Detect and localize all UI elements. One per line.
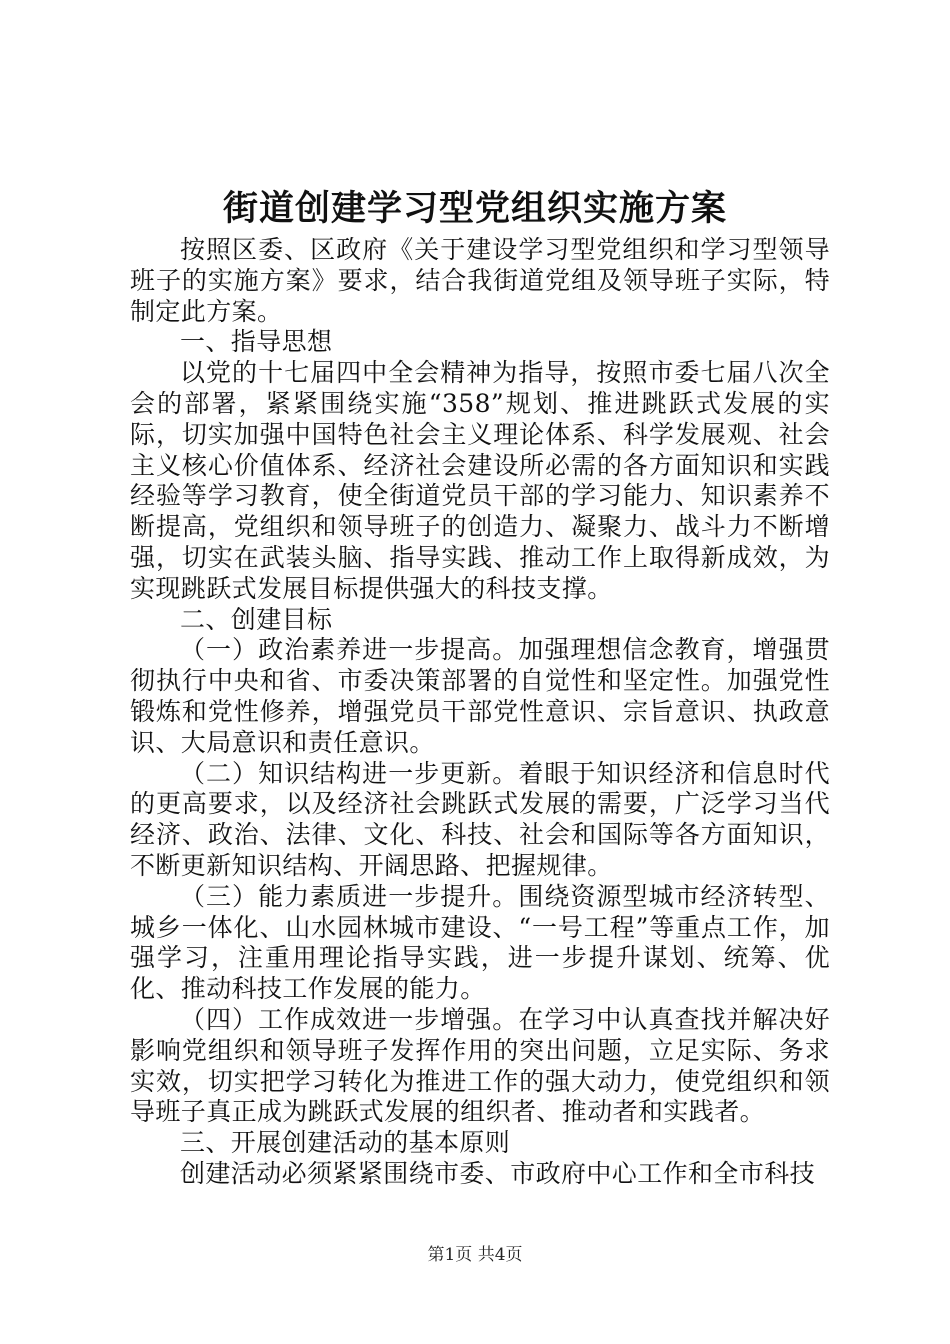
section-heading-principles: 三、开展创建活动的基本原则: [180, 1128, 511, 1158]
document-title: 街道创建学习型党组织实施方案: [222, 188, 727, 229]
principles-paragraph: 创建活动必须紧紧围绕市委、市政府中心工作和全市科技: [180, 1158, 816, 1188]
goal-paragraph-4: （四）工作成效进一步增强。在学习中认真查找并解决好影响党组织和领导班子发挥作用的突出问题，立足实际、务求实效，切实把学习转化为推进工作的强大动力，使党组织和领导班子真正成为跳跃式发展的组织者、推动者和实践者。: [130, 1004, 830, 1127]
document-body: [130, 235, 830, 1190]
section-heading-goals: 二、创建目标: [180, 604, 333, 634]
goal-paragraph-3: （三）能力素质进一步提升。围绕资源型城市经济转型、城乡一体化、山水园林城市建设、“一号工程”等重点工作，加强学习，注重用理论指导实践，进一步提升谋划、统筹、优化、推动科技工作发展的能力。: [130, 881, 830, 1004]
section-heading-guiding-thought: 一、指导思想: [180, 327, 333, 357]
goal-paragraph-2: （二）知识结构进一步更新。着眼于知识经济和信息时代的更高要求，以及经济社会跳跃式发展的需要，广泛学习当代经济、政治、法律、文化、科技、社会和国际等各方面知识，不断更新知识结构、开阔思路、把握规律。: [130, 758, 830, 880]
page-footer: 第1页 共4页: [427, 1245, 523, 1265]
intro-paragraph: 按照区委、区政府《关于建设学习型党组织和学习型领导班子的实施方案》要求，结合我街道党组及领导班子实际，特制定此方案。: [130, 235, 830, 326]
goal-paragraph-1: （一）政治素养进一步提高。加强理想信念教育，增强贯彻执行中央和省、市委决策部署的自觉性和坚定性。加强党性锻炼和党性修养，增强党员干部党性意识、宗旨意识、执政意识、大局意识和责任意识。: [130, 635, 830, 757]
guiding-thought-paragraph: 以党的十七届四中全会精神为指导，按照市委七届八次全会的部署，紧紧围绕实施“358”规划、推进跳跃式发展的实际，切实加强中国特色社会主义理论体系、科学发展观、社会主义核心价值体系、经济社会建设所必需的各方面知识和实践经验等学习教育，使全街道党员干部的学习能力、知识素养不断提高，党组织和领导班子的创造力、凝聚力、战斗力不断增强，切实在武装头脑、指导实践、推动工作上取得新成效，为实现跳跃式发展目标提供强大的科技支撑。: [130, 358, 830, 603]
